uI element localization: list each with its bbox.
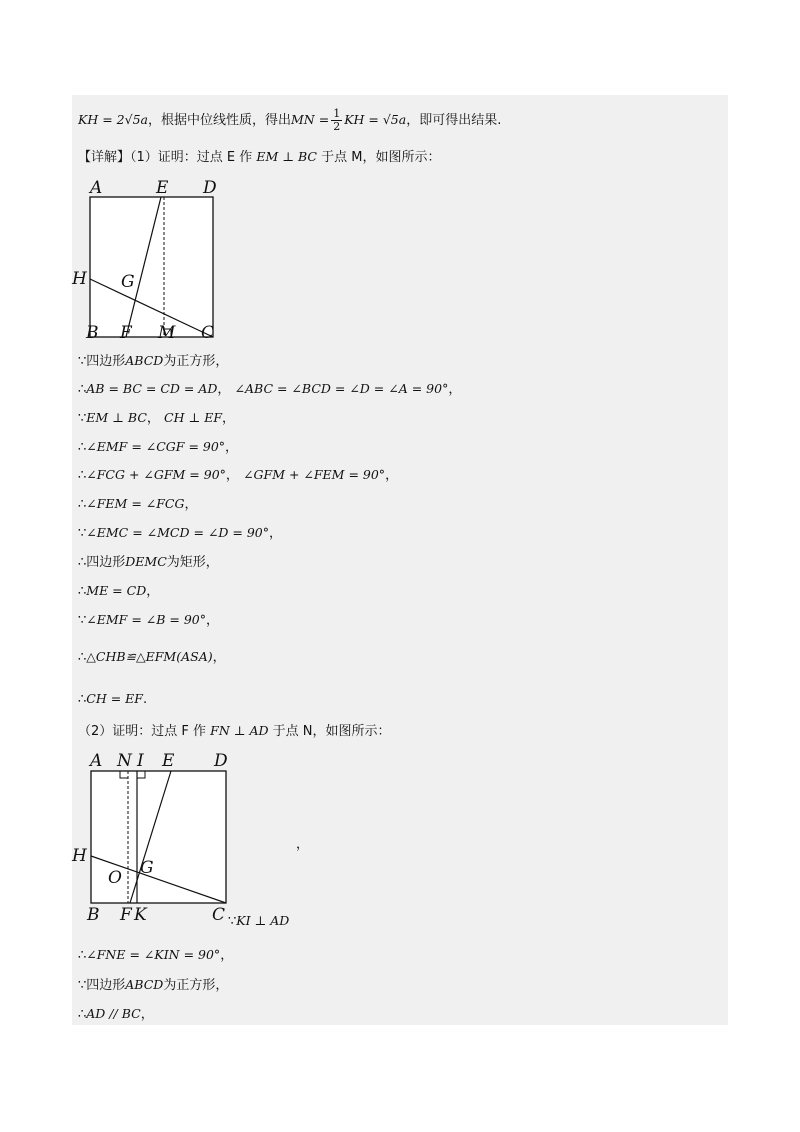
label-b-2: B xyxy=(87,905,100,925)
line-result xyxy=(78,108,501,133)
formula-em-perp-bc: EM ⊥ BC xyxy=(256,149,317,164)
proof1-line-8: ∴四边形DEMC为矩形， xyxy=(78,554,219,570)
label-h-2: H xyxy=(72,846,87,866)
label-a: A xyxy=(90,178,103,198)
proof1-line-1: ∵四边形ABCD为正方形， xyxy=(78,353,229,369)
label-b: B xyxy=(86,323,99,341)
proof1-line-6: ∴∠FEM = ∠FCG， xyxy=(78,496,198,512)
label-a-2: A xyxy=(90,751,103,771)
text-midline: ，根据中位线性质，得出 xyxy=(147,113,291,128)
text-conclusion: ，即可得出结果. xyxy=(406,113,502,128)
stray-comma: ， xyxy=(296,837,310,852)
square-abcd xyxy=(90,197,213,337)
proof2-line-2: ∵四边形ABCD为正方形， xyxy=(78,977,229,993)
proof1-line-12: ∴CH = EF. xyxy=(78,691,148,707)
fraction-half: $\frac{1}{2}$ xyxy=(333,107,341,133)
label-g-2: G xyxy=(140,858,154,878)
proof1-line-4: ∴∠EMF = ∠CGF = 90°， xyxy=(78,439,239,455)
proof1-line-2: ∴AB = BC = CD = AD， ∠ABC = ∠BCD = ∠D = ∠A = 90°， xyxy=(78,381,462,397)
label-d: D xyxy=(203,178,217,198)
line-ki-perp-ad: ∵KI ⊥ AD xyxy=(228,913,290,929)
label-f-2: F xyxy=(120,905,132,925)
formula-kh-sqrt5: KH = √5a xyxy=(344,112,407,127)
formula-mn: MN = xyxy=(291,112,330,127)
label-c-2: C xyxy=(212,905,226,925)
text-detail-heading: 【详解】（1）证明：过点 E 作 xyxy=(78,150,253,165)
proof1-line-11: ∴△CHB≌△EFM(ASA)， xyxy=(78,649,226,665)
proof1-line-3: ∵EM ⊥ BC， CH ⊥ EF， xyxy=(78,410,236,426)
formula-fn-perp-ad: FN ⊥ AD xyxy=(210,723,269,738)
proof1-line-10: ∵∠EMF = ∠B = 90°， xyxy=(78,612,220,628)
figure-1 xyxy=(70,176,220,341)
label-e-2: E xyxy=(162,751,175,771)
label-g: G xyxy=(121,272,135,292)
proof2-line-3: ∴AD // BC， xyxy=(78,1006,154,1022)
text-at-point-n: 于点 N，如图所示： xyxy=(272,724,391,739)
label-k: K xyxy=(134,905,147,925)
label-m: M xyxy=(158,323,176,341)
proof2-line-1: ∴∠FNE = ∠KIN = 90°， xyxy=(78,947,234,963)
text-at-point-m: 于点 M，如图所示： xyxy=(321,150,441,165)
label-d-2: D xyxy=(214,751,228,771)
label-i: I xyxy=(137,751,144,771)
proof1-line-9: ∴ME = CD， xyxy=(78,583,160,599)
figure-2 xyxy=(70,746,235,926)
label-h: H xyxy=(72,269,87,289)
line-detail-2 xyxy=(78,722,391,741)
formula-kh: KH = 2√5a xyxy=(78,112,148,127)
label-f: F xyxy=(120,323,132,341)
label-n: N xyxy=(117,751,132,771)
label-e: E xyxy=(156,178,169,198)
line-detail-1 xyxy=(78,148,441,167)
label-o: O xyxy=(108,868,122,888)
text-part2-heading: （2）证明：过点 F 作 xyxy=(78,724,207,739)
label-c: C xyxy=(201,323,215,341)
proof1-line-7: ∵∠EMC = ∠MCD = ∠D = 90°， xyxy=(78,525,283,541)
proof1-line-5: ∴∠FCG + ∠GFM = 90°， ∠GFM + ∠FEM = 90°， xyxy=(78,467,399,483)
